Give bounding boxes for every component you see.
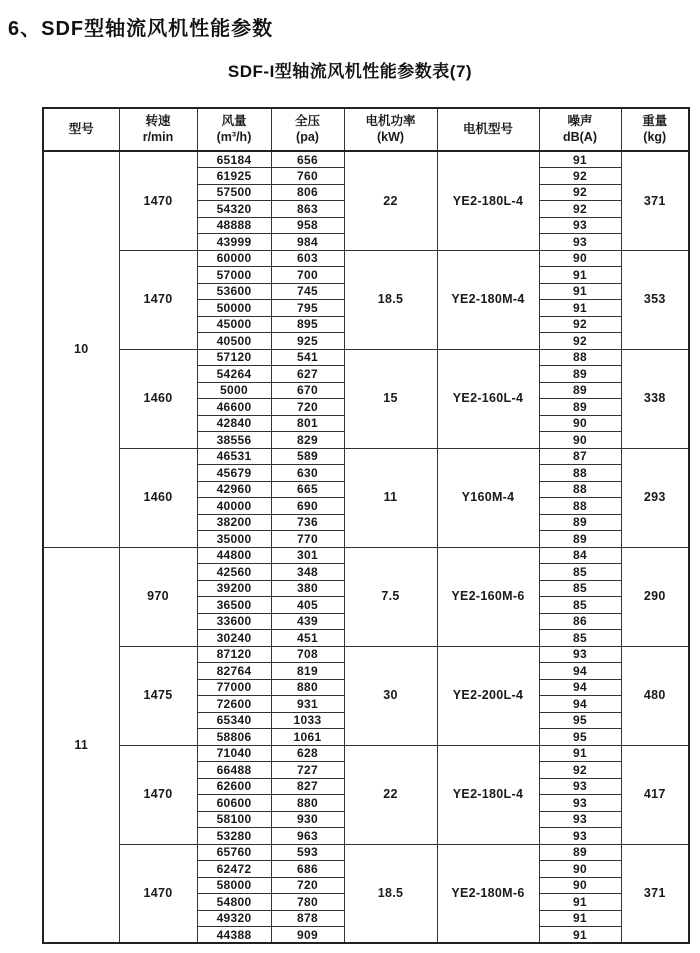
table-title: SDF-I型轴流风机性能参数表(7) [227, 62, 473, 81]
header-pressure [271, 108, 344, 151]
weight-cell: 293 [621, 448, 689, 547]
speed-cell: 1470 [119, 745, 197, 844]
table-row [43, 844, 689, 861]
pressure-cell: 795 [271, 300, 344, 317]
speed-cell: 1460 [119, 448, 197, 547]
header-speed-unit: r/min [142, 129, 174, 144]
power-cell: 30 [344, 646, 437, 745]
noise-cell: 92 [539, 333, 621, 350]
flow-cell: 30240 [197, 630, 271, 647]
noise-cell: 89 [539, 366, 621, 383]
weight-cell: 417 [621, 745, 689, 844]
noise-cell: 85 [539, 580, 621, 597]
pressure-cell: 593 [271, 844, 344, 861]
flow-cell: 60600 [197, 795, 271, 812]
noise-cell: 91 [539, 745, 621, 762]
motor-cell: YE2-160M-6 [437, 547, 539, 646]
flow-cell: 58806 [197, 729, 271, 746]
noise-cell: 90 [539, 415, 621, 432]
flow-cell: 43999 [197, 234, 271, 251]
pressure-cell: 405 [271, 597, 344, 614]
pressure-cell: 745 [271, 283, 344, 300]
flow-cell: 50000 [197, 300, 271, 317]
flow-cell: 40500 [197, 333, 271, 350]
power-cell: 22 [344, 745, 437, 844]
section-heading: 6、SDF型轴流风机性能参数 [8, 18, 274, 40]
noise-cell: 93 [539, 646, 621, 663]
noise-cell: 87 [539, 448, 621, 465]
table-row [43, 349, 689, 366]
pressure-cell: 984 [271, 234, 344, 251]
header-power-unit: (kW) [376, 129, 405, 144]
header-weight [621, 108, 689, 151]
motor-cell: YE2-200L-4 [437, 646, 539, 745]
weight-cell: 480 [621, 646, 689, 745]
flow-cell: 82764 [197, 663, 271, 680]
speed-cell: 970 [119, 547, 197, 646]
speed-cell: 1470 [119, 151, 197, 250]
noise-cell: 92 [539, 168, 621, 185]
noise-cell: 88 [539, 349, 621, 366]
noise-cell: 88 [539, 498, 621, 515]
header-speed [119, 108, 197, 151]
header-flow-unit: (m³/h) [216, 129, 252, 144]
header-flow [197, 108, 271, 151]
noise-cell: 88 [539, 465, 621, 482]
noise-cell: 90 [539, 861, 621, 878]
noise-cell: 91 [539, 151, 621, 168]
pressure-cell: 589 [271, 448, 344, 465]
pressure-cell: 829 [271, 432, 344, 449]
pressure-cell: 541 [271, 349, 344, 366]
model-cell: 11 [43, 547, 119, 943]
pressure-cell: 603 [271, 250, 344, 267]
flow-cell: 77000 [197, 679, 271, 696]
flow-cell: 58000 [197, 877, 271, 894]
header-pressure-unit: (pa) [296, 129, 319, 144]
flow-cell: 54264 [197, 366, 271, 383]
power-cell: 22 [344, 151, 437, 250]
pressure-cell: 895 [271, 316, 344, 333]
fan-performance-table [42, 107, 690, 944]
noise-cell: 94 [539, 696, 621, 713]
noise-cell: 92 [539, 184, 621, 201]
flow-cell: 45000 [197, 316, 271, 333]
table-header [43, 108, 689, 151]
pressure-cell: 863 [271, 201, 344, 218]
flow-cell: 71040 [197, 745, 271, 762]
model-cell: 10 [43, 151, 119, 547]
weight-cell: 371 [621, 844, 689, 943]
pressure-cell: 760 [271, 168, 344, 185]
pressure-cell: 880 [271, 795, 344, 812]
header-flow-label: 风量 [221, 113, 247, 128]
flow-cell: 65184 [197, 151, 271, 168]
noise-cell: 90 [539, 877, 621, 894]
pressure-cell: 1061 [271, 729, 344, 746]
header-power-label: 电机功率 [365, 113, 416, 128]
noise-cell: 93 [539, 778, 621, 795]
pressure-cell: 827 [271, 778, 344, 795]
header-noise [539, 108, 621, 151]
noise-cell: 91 [539, 894, 621, 911]
motor-cell: Y160M-4 [437, 448, 539, 547]
flow-cell: 5000 [197, 382, 271, 399]
power-cell: 11 [344, 448, 437, 547]
noise-cell: 91 [539, 267, 621, 284]
noise-cell: 91 [539, 300, 621, 317]
power-cell: 15 [344, 349, 437, 448]
noise-cell: 85 [539, 564, 621, 581]
noise-cell: 90 [539, 432, 621, 449]
pressure-cell: 627 [271, 366, 344, 383]
weight-cell: 338 [621, 349, 689, 448]
pressure-cell: 656 [271, 151, 344, 168]
speed-cell: 1475 [119, 646, 197, 745]
header-power [344, 108, 437, 151]
pressure-cell: 958 [271, 217, 344, 234]
pressure-cell: 670 [271, 382, 344, 399]
flow-cell: 54800 [197, 894, 271, 911]
flow-cell: 54320 [197, 201, 271, 218]
power-cell: 18.5 [344, 844, 437, 943]
flow-cell: 48888 [197, 217, 271, 234]
noise-cell: 95 [539, 712, 621, 729]
pressure-cell: 931 [271, 696, 344, 713]
flow-cell: 53600 [197, 283, 271, 300]
pressure-cell: 700 [271, 267, 344, 284]
pressure-cell: 690 [271, 498, 344, 515]
pressure-cell: 909 [271, 927, 344, 944]
power-cell: 18.5 [344, 250, 437, 349]
table-body [43, 151, 689, 943]
flow-cell: 44388 [197, 927, 271, 944]
noise-cell: 93 [539, 795, 621, 812]
noise-cell: 88 [539, 481, 621, 498]
flow-cell: 46531 [197, 448, 271, 465]
pressure-cell: 665 [271, 481, 344, 498]
flow-cell: 87120 [197, 646, 271, 663]
flow-cell: 40000 [197, 498, 271, 515]
weight-cell: 371 [621, 151, 689, 250]
pressure-cell: 930 [271, 811, 344, 828]
pressure-cell: 439 [271, 613, 344, 630]
noise-cell: 92 [539, 201, 621, 218]
noise-cell: 93 [539, 217, 621, 234]
table-row [43, 547, 689, 564]
pressure-cell: 380 [271, 580, 344, 597]
header-noise-unit: dB(A) [562, 129, 597, 144]
pressure-cell: 1033 [271, 712, 344, 729]
pressure-cell: 736 [271, 514, 344, 531]
header-model-label: 型号 [68, 121, 94, 136]
header-motor-label: 电机型号 [462, 121, 513, 136]
weight-cell: 353 [621, 250, 689, 349]
pressure-cell: 630 [271, 465, 344, 482]
flow-cell: 62472 [197, 861, 271, 878]
pressure-cell: 801 [271, 415, 344, 432]
flow-cell: 42840 [197, 415, 271, 432]
pressure-cell: 878 [271, 910, 344, 927]
flow-cell: 57000 [197, 267, 271, 284]
speed-cell: 1460 [119, 349, 197, 448]
header-weight-label: 重量 [642, 113, 668, 128]
noise-cell: 85 [539, 597, 621, 614]
flow-cell: 38556 [197, 432, 271, 449]
pressure-cell: 880 [271, 679, 344, 696]
motor-cell: YE2-180L-4 [437, 745, 539, 844]
noise-cell: 89 [539, 399, 621, 416]
table-row [43, 646, 689, 663]
weight-cell: 290 [621, 547, 689, 646]
noise-cell: 94 [539, 663, 621, 680]
pressure-cell: 720 [271, 399, 344, 416]
noise-cell: 86 [539, 613, 621, 630]
noise-cell: 84 [539, 547, 621, 564]
noise-cell: 93 [539, 828, 621, 845]
header-motor [437, 108, 539, 151]
motor-cell: YE2-180M-4 [437, 250, 539, 349]
table-row [43, 745, 689, 762]
flow-cell: 49320 [197, 910, 271, 927]
noise-cell: 91 [539, 927, 621, 944]
noise-cell: 85 [539, 630, 621, 647]
motor-cell: YE2-180L-4 [437, 151, 539, 250]
noise-cell: 92 [539, 316, 621, 333]
flow-cell: 33600 [197, 613, 271, 630]
table-row [43, 250, 689, 267]
flow-cell: 60000 [197, 250, 271, 267]
noise-cell: 89 [539, 844, 621, 861]
header-speed-label: 转速 [145, 113, 171, 128]
flow-cell: 66488 [197, 762, 271, 779]
speed-cell: 1470 [119, 250, 197, 349]
flow-cell: 46600 [197, 399, 271, 416]
noise-cell: 89 [539, 514, 621, 531]
noise-cell: 95 [539, 729, 621, 746]
pressure-cell: 963 [271, 828, 344, 845]
noise-cell: 91 [539, 283, 621, 300]
pressure-cell: 686 [271, 861, 344, 878]
noise-cell: 92 [539, 762, 621, 779]
noise-cell: 89 [539, 531, 621, 548]
flow-cell: 53280 [197, 828, 271, 845]
flow-cell: 72600 [197, 696, 271, 713]
flow-cell: 36500 [197, 597, 271, 614]
noise-cell: 91 [539, 910, 621, 927]
noise-cell: 93 [539, 234, 621, 251]
pressure-cell: 727 [271, 762, 344, 779]
flow-cell: 57500 [197, 184, 271, 201]
noise-cell: 90 [539, 250, 621, 267]
pressure-cell: 348 [271, 564, 344, 581]
flow-cell: 58100 [197, 811, 271, 828]
flow-cell: 42560 [197, 564, 271, 581]
flow-cell: 39200 [197, 580, 271, 597]
flow-cell: 45679 [197, 465, 271, 482]
flow-cell: 35000 [197, 531, 271, 548]
pressure-cell: 780 [271, 894, 344, 911]
flow-cell: 42960 [197, 481, 271, 498]
header-row [43, 108, 689, 151]
speed-cell: 1470 [119, 844, 197, 943]
header-model [43, 108, 119, 151]
motor-cell: YE2-180M-6 [437, 844, 539, 943]
power-cell: 7.5 [344, 547, 437, 646]
noise-cell: 93 [539, 811, 621, 828]
pressure-cell: 720 [271, 877, 344, 894]
pressure-cell: 451 [271, 630, 344, 647]
pressure-cell: 770 [271, 531, 344, 548]
flow-cell: 61925 [197, 168, 271, 185]
header-weight-unit: (kg) [643, 129, 667, 144]
flow-cell: 38200 [197, 514, 271, 531]
header-pressure-label: 全压 [294, 113, 320, 128]
pressure-cell: 819 [271, 663, 344, 680]
pressure-cell: 806 [271, 184, 344, 201]
flow-cell: 44800 [197, 547, 271, 564]
pressure-cell: 628 [271, 745, 344, 762]
flow-cell: 62600 [197, 778, 271, 795]
pressure-cell: 925 [271, 333, 344, 350]
motor-cell: YE2-160L-4 [437, 349, 539, 448]
noise-cell: 94 [539, 679, 621, 696]
pressure-cell: 708 [271, 646, 344, 663]
table-row [43, 151, 689, 168]
header-noise-label: 噪声 [567, 113, 593, 128]
table-row [43, 448, 689, 465]
flow-cell: 57120 [197, 349, 271, 366]
flow-cell: 65340 [197, 712, 271, 729]
noise-cell: 89 [539, 382, 621, 399]
pressure-cell: 301 [271, 547, 344, 564]
flow-cell: 65760 [197, 844, 271, 861]
